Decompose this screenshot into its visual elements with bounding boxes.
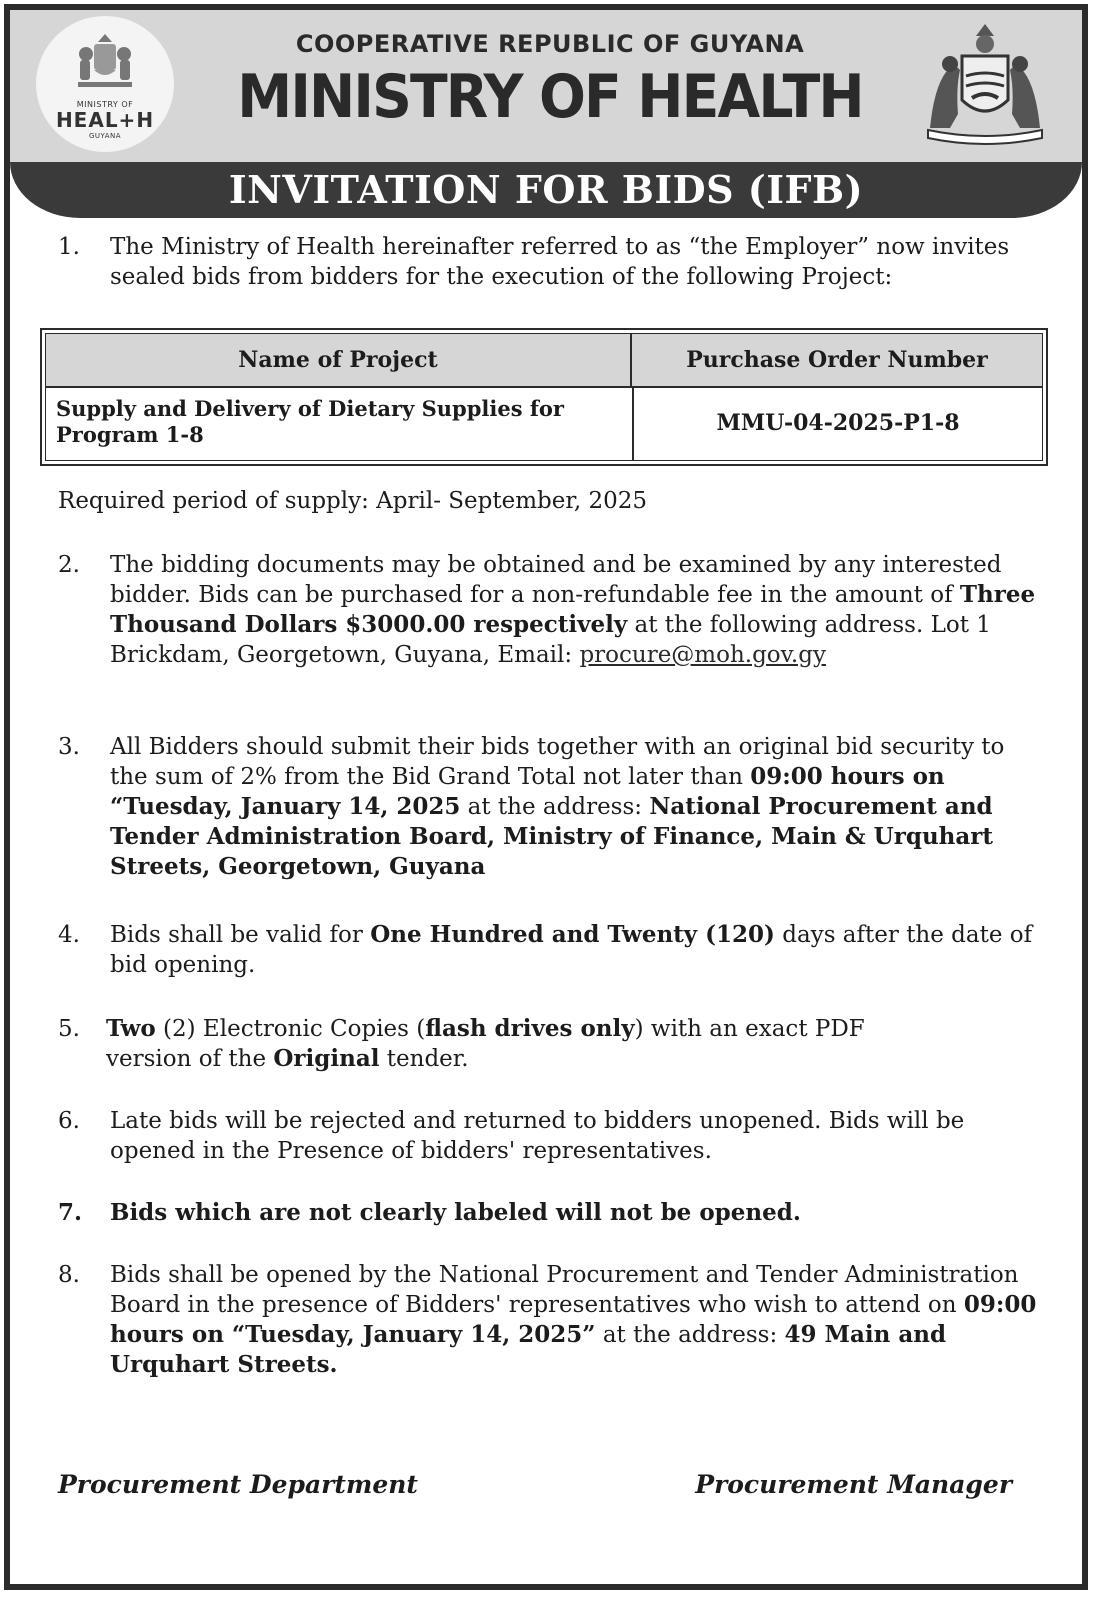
item-text: at the address:	[460, 794, 650, 820]
item-text: days after the date of bid opening.	[110, 922, 1033, 978]
guyana-coat-of-arms-icon	[920, 18, 1050, 148]
ifb-notice	[4, 4, 1088, 1590]
item-number: 1.	[58, 234, 80, 260]
item-text: Bids shall be valid for	[110, 922, 371, 948]
item-text-bold: 09:00 hours on “Tuesday, January 14, 2025”	[110, 1291, 1037, 1348]
table-cell-po-number: MMU-04-2025-P1-8	[716, 410, 960, 436]
item-number: 4.	[58, 922, 80, 948]
item-number: 5.	[58, 1016, 80, 1042]
item-text-bold: 49 Main and Urquhart Streets.	[110, 1321, 947, 1378]
logo-text-health: HEAL+H	[55, 108, 155, 132]
table-header-po: Purchase Order Number	[632, 334, 1042, 386]
ministry-logo	[36, 16, 174, 152]
item-text-bold: 09:00 hours on “Tuesday, January 14, 2025	[110, 763, 945, 820]
item-text: at the following address. Lot 1 Brickdam, Georgetown, Guyana, Email:	[110, 612, 991, 668]
item-text: The bidding documents may be obtained and be examined by any interested bidder. Bids can be purchased for a non-refundable fee in the amount of	[110, 552, 1002, 608]
logo-text-ministry: MINISTRY OF	[76, 100, 134, 109]
item-number: 3.	[58, 734, 80, 760]
supply-period: Required period of supply: April- September, 2025	[58, 488, 648, 514]
item-number: 6.	[58, 1108, 80, 1134]
logo-text-guyana: GUYANA	[88, 132, 122, 140]
header-subtitle: COOPERATIVE REPUBLIC OF GUYANA	[295, 30, 805, 58]
item-text: (2) Electronic Copies (	[155, 1016, 426, 1042]
banner-title: INVITATION FOR BIDS (IFB)	[10, 162, 1082, 218]
item-text-bold: Two	[106, 1015, 156, 1042]
item-text-bold: Bids which are not clearly labeled will not be opened.	[110, 1199, 801, 1226]
footer-procurement-manager: Procurement Manager	[695, 1470, 1012, 1499]
item-text-bold: flash drives only	[425, 1015, 635, 1042]
item-text-bold: Original	[273, 1045, 380, 1072]
page-title: MINISTRY OF HEALTH	[237, 62, 863, 132]
item-text-bold: National Procurement and Tender Administration Board, Ministry of Finance, Main & Urquhart Streets, Georgetown, Guyana	[110, 793, 994, 880]
item-number: 8.	[58, 1262, 80, 1288]
item-number: 7.	[58, 1199, 83, 1226]
table-cell-project-name: Supply and Delivery of Dietary Supplies for Program 1-8	[56, 396, 564, 447]
footer-procurement-department: Procurement Department	[58, 1470, 418, 1499]
item-text-bold: One Hundred and Twenty (120)	[370, 921, 775, 948]
item-text: ) with an exact PDF version of the	[106, 1016, 865, 1072]
email-link[interactable]: procure@moh.gov.gy	[579, 642, 826, 668]
item-text: The Ministry of Health hereinafter referred to as “the Employer” now invites sealed bids from bidders for the execution of the following Project:	[110, 234, 1010, 290]
item-text: at the address:	[595, 1322, 785, 1348]
item-number: 2.	[58, 552, 80, 578]
item-text-bold: Three Thousand Dollars $3000.00 respectively	[110, 581, 1036, 638]
item-text: tender.	[379, 1046, 469, 1072]
header	[10, 10, 1082, 162]
table-header-project: Name of Project	[46, 334, 632, 386]
item-text: Bids shall be opened by the National Procurement and Tender Administration Board in the presence of Bidders' representatives who wish to attend on	[110, 1262, 1019, 1318]
coat-of-arms-small-icon	[68, 28, 142, 98]
project-table	[40, 328, 1048, 466]
item-text: Late bids will be rejected and returned to bidders unopened. Bids will be opened in the Presence of bidders' representatives.	[110, 1108, 965, 1164]
item-text: All Bidders should submit their bids together with an original bid security to the sum of 2% from the Bid Grand Total not later than	[110, 734, 1005, 790]
